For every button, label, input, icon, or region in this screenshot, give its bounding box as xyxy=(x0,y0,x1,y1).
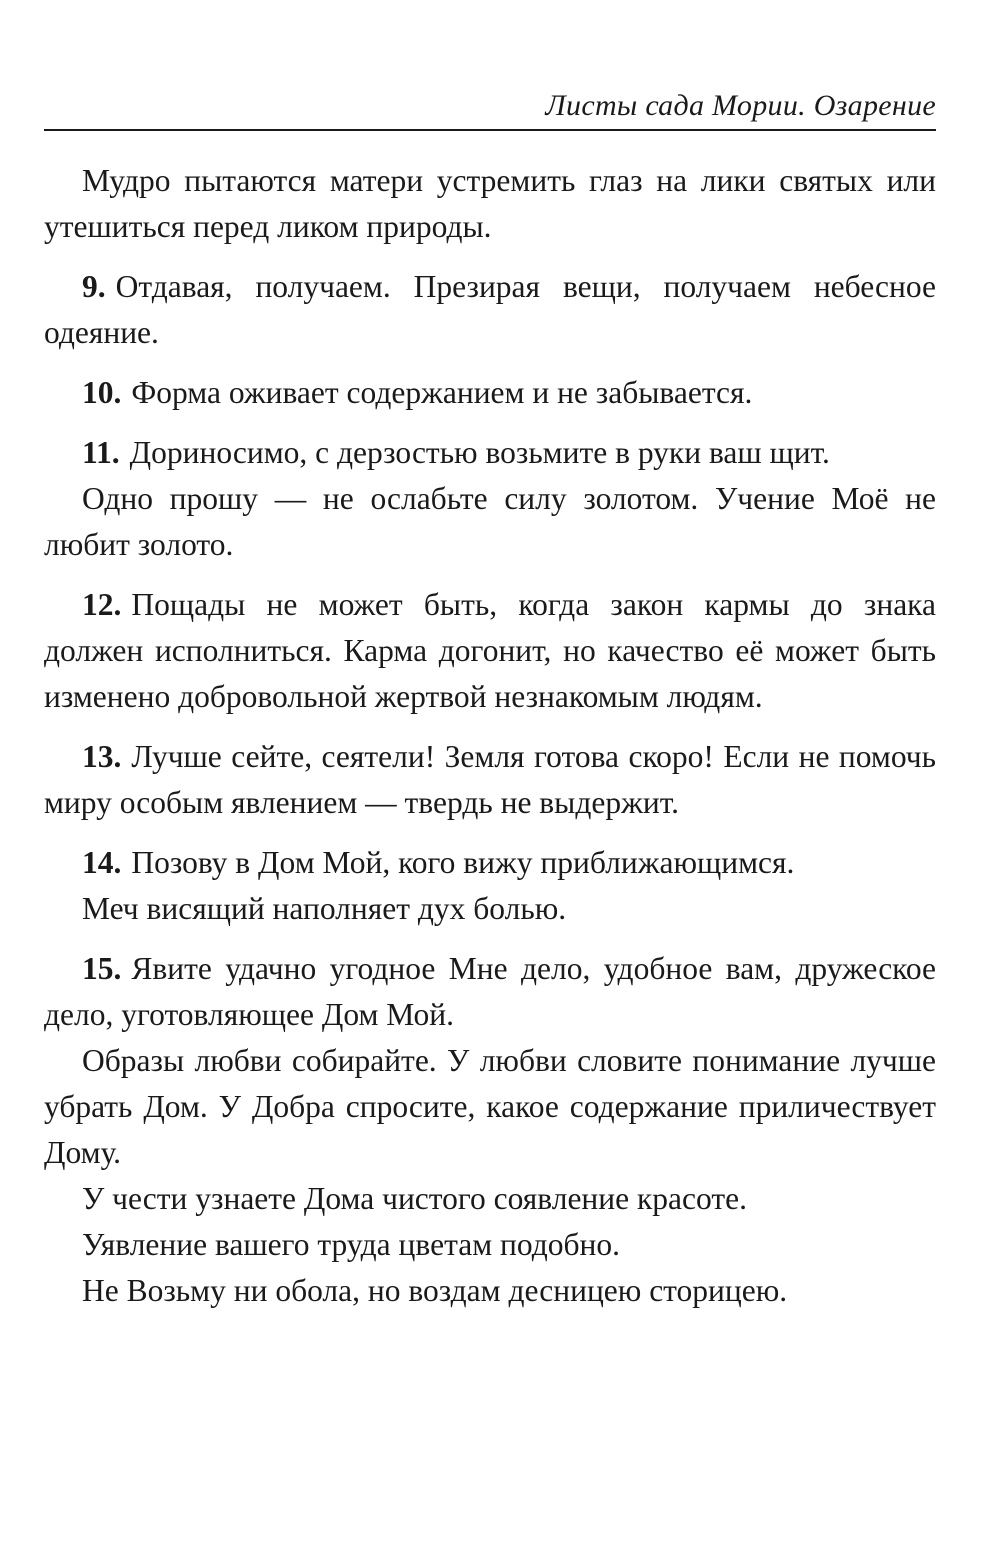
paragraph-text: Дориносимо, с дерзостью возьмите в руки ваш щит. xyxy=(129,435,830,470)
aphorism-number: 9. xyxy=(82,269,106,304)
header-rule xyxy=(44,129,936,131)
paragraph xyxy=(44,1038,936,1176)
aphorism-number: 15. xyxy=(82,951,122,986)
paragraph xyxy=(44,886,936,932)
paragraph-text: Меч висящий наполняет дух болью. xyxy=(82,891,567,926)
paragraph-text: Мудро пытаются матери устремить глаз на лики святых или утешиться перед ликом природы. xyxy=(44,163,936,244)
paragraph-12 xyxy=(44,582,936,720)
aphorism-number: 10. xyxy=(82,375,122,410)
paragraph-text: Одно прошу — не ослабьте силу золотом. Учение Моё не любит золото. xyxy=(44,481,936,562)
paragraph xyxy=(44,1268,936,1314)
paragraph-11 xyxy=(44,430,936,476)
paragraph-text: Образы любви собирайте. У любви словите понимание лучше убрать Дом. У Добра спросите, какое содержание приличествует Дому. xyxy=(44,1043,936,1170)
paragraph-14 xyxy=(44,840,936,886)
paragraph xyxy=(44,476,936,568)
paragraph-10 xyxy=(44,370,936,416)
aphorism-number: 13. xyxy=(82,739,122,774)
paragraph xyxy=(44,1176,936,1222)
paragraph-text: Уявление вашего труда цветам подобно. xyxy=(82,1227,620,1262)
paragraph-15 xyxy=(44,946,936,1038)
paragraph-text: Явите удачно угодное Мне дело, удобное вам, дружеское дело, уготовляющее Дом Мой. xyxy=(44,951,936,1032)
paragraph-text: Отдавая, получаем. Презирая вещи, получаем небесное одеяние. xyxy=(44,269,936,350)
paragraph-text: Лучше сейте, сеятели! Земля готова скоро! Если не помочь миру особым явлением — твердь не выдержит. xyxy=(44,739,936,820)
paragraph-text: Не Возьму ни обола, но воздам десницею сторицею. xyxy=(82,1273,788,1308)
paragraph-text: Позову в Дом Мой, кого вижу приближающимся. xyxy=(131,845,795,880)
paragraph xyxy=(44,1222,936,1268)
paragraph xyxy=(44,158,936,250)
paragraph-13 xyxy=(44,734,936,826)
paragraph-text: Пощады не может быть, когда закон кармы до знака должен исполниться. Карма догонит, но качество её может быть изменено добровольной жертвой незнакомым людям. xyxy=(44,587,936,714)
paragraph-9 xyxy=(44,264,936,356)
page-body xyxy=(44,158,936,1314)
aphorism-number: 11. xyxy=(82,435,120,470)
aphorism-number: 12. xyxy=(82,587,122,622)
running-head: Листы сада Мории. Озарение xyxy=(545,89,936,122)
aphorism-number: 14. xyxy=(82,845,122,880)
paragraph-text: Форма оживает содержанием и не забывается. xyxy=(131,375,753,410)
paragraph-text: У чести узнаете Дома чистого соявление красоте. xyxy=(82,1181,747,1216)
